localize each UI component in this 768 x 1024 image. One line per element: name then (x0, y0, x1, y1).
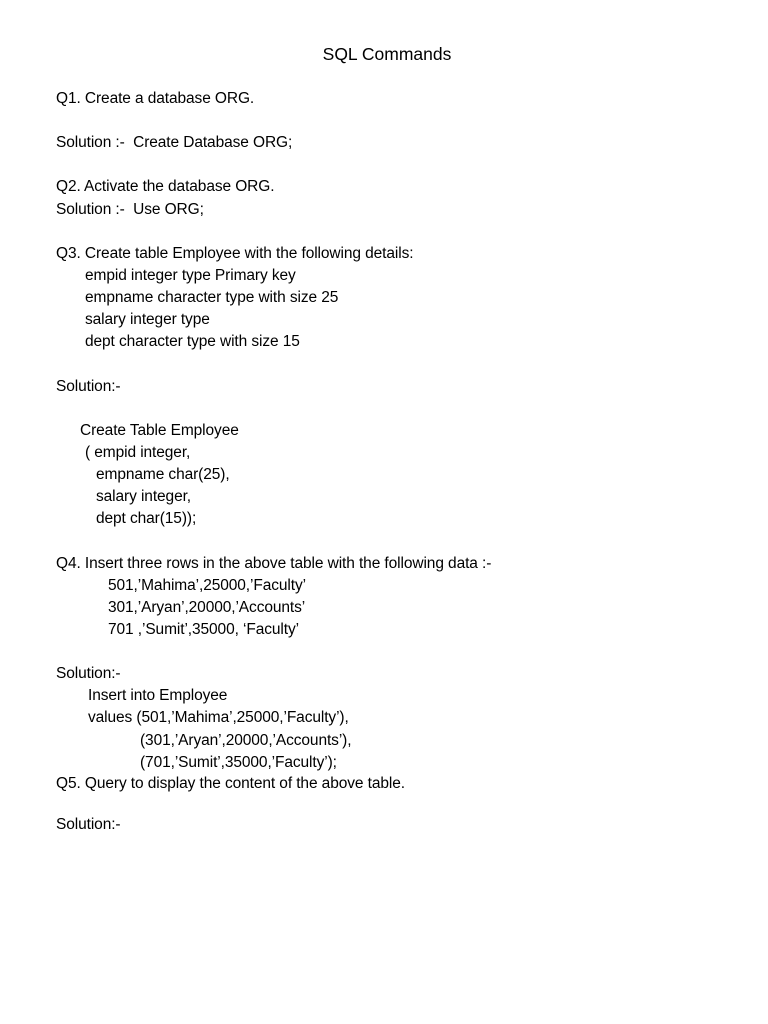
q3-detail-item: empname character type with size 25 (85, 289, 339, 306)
q2-solution: Solution :- Use ORG; (56, 201, 204, 218)
q3-code-line: salary integer, (96, 488, 191, 505)
q5-question: Q5. Query to display the content of the above table. (56, 775, 405, 792)
q2-question: Q2. Activate the database ORG. (56, 178, 275, 195)
q4-code-line: values (501,’Mahima’,25000,’Faculty’), (88, 709, 349, 726)
q3-code-line: Create Table Employee (80, 422, 239, 439)
q3-detail-item: empid integer type Primary key (85, 267, 296, 284)
q3-code-line: empname char(25), (96, 466, 230, 483)
q4-code-line: (701,’Sumit’,35000,’Faculty’); (140, 754, 337, 771)
q1-question: Q1. Create a database ORG. (56, 90, 255, 107)
q1-solution: Solution :- Create Database ORG; (56, 134, 293, 151)
q4-data-row: 701 ,’Sumit’,35000, ‘Faculty’ (108, 621, 299, 638)
q3-detail-item: dept character type with size 15 (85, 333, 300, 350)
q3-solution-label: Solution:- (56, 378, 121, 395)
q4-data-row: 501,’Mahima’,25000,’Faculty’ (108, 577, 306, 594)
q4-code-line: (301,’Aryan’,20000,’Accounts’), (140, 732, 352, 749)
q3-question: Q3. Create table Employee with the following details: (56, 245, 414, 262)
q4-question: Q4. Insert three rows in the above table with the following data :- (56, 555, 492, 572)
q5-solution-label: Solution:- (56, 816, 121, 833)
q3-code-line: dept char(15)); (96, 510, 197, 527)
q3-code-line: ( empid integer, (85, 444, 191, 461)
q4-code-line: Insert into Employee (88, 687, 228, 704)
page-title: SQL Commands (322, 44, 452, 64)
q4-solution-label: Solution:- (56, 665, 121, 682)
q3-detail-item: salary integer type (85, 311, 210, 328)
q4-data-row: 301,’Aryan’,20000,’Accounts’ (108, 599, 306, 616)
